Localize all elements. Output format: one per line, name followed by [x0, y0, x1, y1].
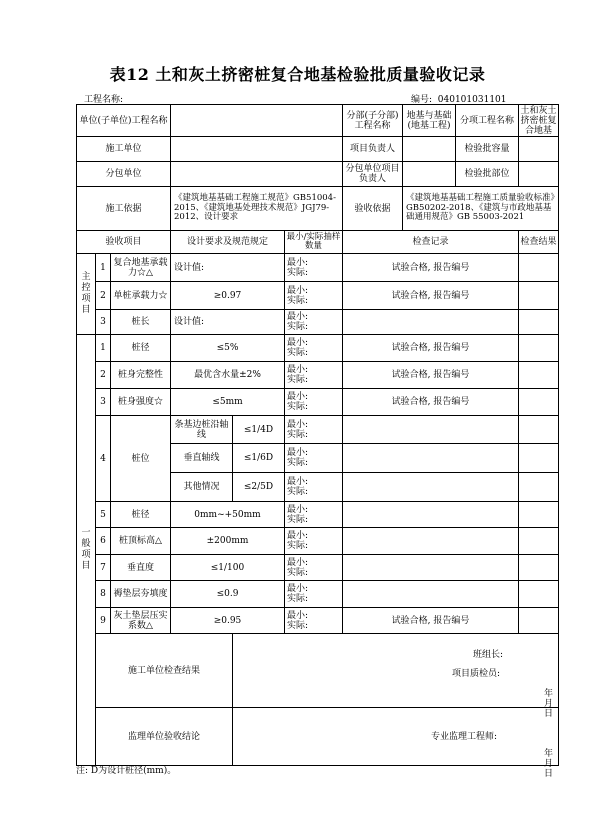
- header-row-unit: [77, 105, 559, 137]
- item-no: 7: [96, 555, 111, 581]
- col-result: 检查结果: [519, 231, 559, 254]
- min-actual[interactable]: 最小: 实际:: [285, 389, 343, 416]
- supervise-label: 监理单位验收结论: [96, 708, 233, 766]
- item-record[interactable]: 试验合格, 报告编号: [343, 335, 519, 362]
- item-name: 灰土垫层压实系数△: [111, 608, 171, 634]
- min-actual[interactable]: 最小: 实际:: [285, 254, 343, 282]
- item-no: 4: [96, 416, 111, 502]
- supervise-date: 年 月 日: [543, 749, 553, 779]
- team-leader-label: 班组长:: [473, 650, 504, 660]
- item-requirement: ≥0.95: [171, 608, 285, 634]
- pile-sub-name: 条基边桩沿轴线: [171, 416, 233, 444]
- pile-sub-requirement: ≤1/4D: [233, 416, 285, 444]
- sub-project-value: 地基与基础(地基工程): [403, 105, 456, 137]
- item-requirement: ±200mm: [171, 528, 285, 555]
- item-name: 桩径: [111, 335, 171, 362]
- batch-location-value[interactable]: [519, 162, 559, 187]
- item-name: 褥垫层夯填度: [111, 581, 171, 608]
- construct-unit-label: 施工单位: [77, 137, 171, 162]
- project-lead-value[interactable]: [403, 137, 456, 162]
- item-record[interactable]: [343, 502, 519, 528]
- item-name: 桩身强度☆: [111, 389, 171, 416]
- general-item-row: [77, 528, 559, 555]
- min-actual[interactable]: 最小: 实际:: [285, 528, 343, 555]
- item-requirement: 最优含水量±2%: [171, 362, 285, 389]
- item-result[interactable]: [519, 254, 559, 282]
- item-result[interactable]: [519, 310, 559, 335]
- project-name-label: 工程名称:: [84, 95, 124, 105]
- sub-project-label: 分部(子分部)工程名称: [343, 105, 403, 137]
- item-requirement: ≤1/100: [171, 555, 285, 581]
- col-design: 设计要求及规范规定: [171, 231, 285, 254]
- pile-sub-name: 垂直轴线: [171, 444, 233, 473]
- general-item-row: [77, 362, 559, 389]
- supervise-row: [77, 708, 559, 766]
- item-result[interactable]: [519, 444, 559, 473]
- main-item-row: [77, 282, 559, 310]
- batch-capacity-label: 检验批容量: [456, 137, 519, 162]
- item-requirement: ≤5mm: [171, 389, 285, 416]
- item-no: 5: [96, 502, 111, 528]
- column-header-row: [77, 231, 559, 254]
- header-row-construct: [77, 137, 559, 162]
- general-group-label: 一般项目: [77, 335, 96, 766]
- item-result[interactable]: [519, 528, 559, 555]
- min-actual[interactable]: 最小: 实际:: [285, 473, 343, 502]
- header-row-sub: [77, 162, 559, 187]
- item-requirement: ≤5%: [171, 335, 285, 362]
- item-requirement: ≤0.9: [171, 581, 285, 608]
- footnote: 注: D为设计桩径(mm)。: [76, 766, 177, 776]
- item-no: 2: [96, 362, 111, 389]
- min-actual[interactable]: 最小: 实际:: [285, 444, 343, 473]
- basis-label: 施工依据: [77, 187, 171, 231]
- sub-lead-label: 分包单位项目负责人: [343, 162, 403, 187]
- item-name: 桩长: [111, 310, 171, 335]
- item-name: 桩位: [111, 416, 171, 502]
- item-name: 桩顶标高△: [111, 528, 171, 555]
- code-label: 编号:: [411, 95, 433, 105]
- item-no: 1: [96, 335, 111, 362]
- min-actual[interactable]: 最小: 实际:: [285, 581, 343, 608]
- item-result[interactable]: [519, 473, 559, 502]
- code-value: 040101031101: [437, 95, 507, 105]
- item-result[interactable]: [519, 581, 559, 608]
- construct-check-content[interactable]: [233, 634, 559, 719]
- item-result[interactable]: [519, 555, 559, 581]
- item-record[interactable]: [343, 581, 519, 608]
- pile-sub-requirement: ≤2/5D: [233, 473, 285, 502]
- main-group-label: 主控项目: [77, 254, 96, 335]
- item-record[interactable]: [343, 528, 519, 555]
- accept-basis-label: 验收依据: [343, 187, 403, 231]
- min-actual[interactable]: 最小: 实际:: [285, 555, 343, 581]
- sub-unit-value[interactable]: [171, 162, 343, 187]
- item-no: 1: [96, 254, 111, 282]
- general-item-row: [77, 581, 559, 608]
- qc-label: 项目质检员:: [452, 669, 501, 679]
- unit-name-label: 单位(子单位)工程名称: [77, 105, 171, 137]
- item-result[interactable]: [519, 389, 559, 416]
- item-record[interactable]: [343, 473, 519, 502]
- pile-sub-requirement: ≤1/6D: [233, 444, 285, 473]
- item-name: 桩径: [111, 502, 171, 528]
- item-name: 桩身完整性: [111, 362, 171, 389]
- construct-date: 年 月 日: [543, 689, 553, 719]
- general-item-row: [77, 389, 559, 416]
- item-project-label: 分项工程名称: [456, 105, 519, 137]
- item-record[interactable]: 试验合格, 报告编号: [343, 254, 519, 282]
- construct-check-label: 施工单位检查结果: [96, 634, 233, 708]
- item-record[interactable]: [343, 416, 519, 444]
- item-record[interactable]: 试验合格, 报告编号: [343, 362, 519, 389]
- general-item-row: [77, 555, 559, 581]
- basis-value: 《建筑地基基础工程施工规范》GB51004-2015、《建筑地基处理技术规范》JGJ79-2012、设计要求: [171, 187, 343, 231]
- item-record[interactable]: [343, 444, 519, 473]
- general-item-row: [77, 502, 559, 528]
- item-record[interactable]: 试验合格, 报告编号: [343, 608, 519, 634]
- item-requirement: 设计值:: [171, 254, 285, 282]
- item-result[interactable]: [519, 416, 559, 444]
- accept-basis-value: 《建筑地基基础工程施工质量验收标准》GB50202-2018、《建筑与市政地基基础通用规范》GB 55003-2021: [403, 187, 559, 231]
- item-name: 垂直度: [111, 555, 171, 581]
- item-result[interactable]: [519, 362, 559, 389]
- item-no: 3: [96, 389, 111, 416]
- item-record[interactable]: [343, 555, 519, 581]
- col-record: 检查记录: [343, 231, 519, 254]
- min-actual[interactable]: 最小: 实际:: [285, 310, 343, 335]
- unit-name-value[interactable]: [171, 105, 343, 137]
- min-actual[interactable]: 最小: 实际:: [285, 608, 343, 634]
- construct-unit-value[interactable]: [171, 137, 343, 162]
- project-lead-label: 项目负责人: [343, 137, 403, 162]
- pile-position-row: [77, 416, 559, 444]
- min-actual[interactable]: 最小: 实际:: [285, 362, 343, 389]
- item-no: 2: [96, 282, 111, 310]
- min-actual[interactable]: 最小: 实际:: [285, 282, 343, 310]
- item-project-value: 土和灰土挤密桩复合地基: [520, 105, 557, 136]
- item-requirement: 0mm~+50mm: [171, 502, 285, 528]
- item-record[interactable]: [343, 310, 519, 335]
- general-item-row: [77, 608, 559, 634]
- item-no: 3: [96, 310, 111, 335]
- sub-lead-value[interactable]: [403, 162, 456, 187]
- page-title: 表12 土和灰土挤密桩复合地基检验批质量验收记录: [109, 65, 486, 84]
- main-item-row: [77, 254, 559, 282]
- item-result[interactable]: [519, 282, 559, 310]
- item-record[interactable]: 试验合格, 报告编号: [343, 282, 519, 310]
- sub-unit-label: 分包单位: [77, 162, 171, 187]
- item-record[interactable]: 试验合格, 报告编号: [343, 389, 519, 416]
- construct-check-row: [77, 634, 559, 708]
- item-result[interactable]: [519, 335, 559, 362]
- main-item-row: [77, 310, 559, 335]
- engineer-label: 专业监理工程师:: [431, 732, 498, 742]
- col-item: 验收项目: [77, 231, 171, 254]
- item-name: 单桩承载力☆: [111, 282, 171, 310]
- item-result[interactable]: [519, 502, 559, 528]
- col-min: 最小/实际抽样数量: [285, 231, 343, 254]
- item-no: 9: [96, 608, 111, 634]
- supervise-content[interactable]: [233, 708, 559, 779]
- item-no: 8: [96, 581, 111, 608]
- item-requirement: ≥0.97: [171, 282, 285, 310]
- item-no: 6: [96, 528, 111, 555]
- item-requirement: 设计值:: [171, 310, 285, 335]
- min-actual[interactable]: 最小: 实际:: [285, 416, 343, 444]
- general-item-row: [77, 335, 559, 362]
- batch-capacity-value[interactable]: [519, 137, 559, 162]
- batch-location-label: 检验批部位: [456, 162, 519, 187]
- item-result[interactable]: [519, 608, 559, 634]
- min-actual[interactable]: 最小: 实际:: [285, 502, 343, 528]
- header-row-basis: [77, 187, 559, 231]
- item-name: 复合地基承载力☆△: [111, 254, 171, 282]
- min-actual[interactable]: 最小: 实际:: [285, 335, 343, 362]
- pile-sub-name: 其他情况: [171, 473, 233, 502]
